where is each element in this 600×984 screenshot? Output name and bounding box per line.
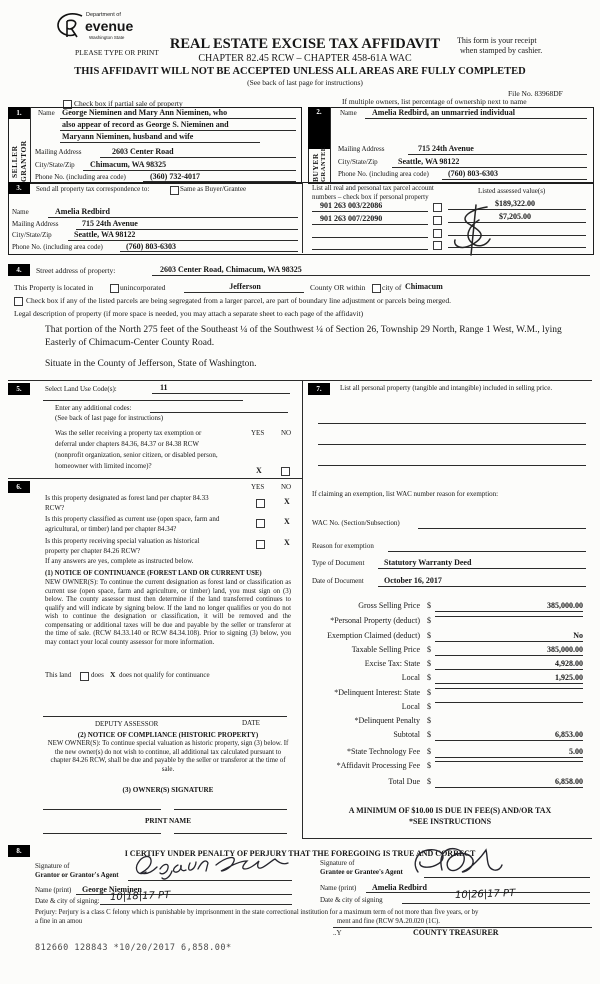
grantor-side-label: GRANTOR xyxy=(19,140,28,182)
wac-no-line[interactable] xyxy=(418,528,586,529)
dollar-sign: $ xyxy=(427,616,431,625)
section8-number: 8. xyxy=(8,845,30,857)
money-value[interactable]: 6,858.00 xyxy=(435,777,583,788)
q3-line2: property per chapter 84.26 RCW? xyxy=(45,547,141,555)
county-value[interactable]: Jefferson xyxy=(229,282,261,291)
dollar-sign: $ xyxy=(427,716,431,725)
wac-no-label: WAC No. (Section/Subsection) xyxy=(312,519,400,527)
parcel1-personal-checkbox[interactable] xyxy=(433,203,442,212)
seller-name-line2[interactable]: also appear of record as George S. Nieminen and xyxy=(62,120,229,129)
doc-type-value[interactable]: Statutory Warranty Deed xyxy=(384,558,472,567)
form-title: REAL ESTATE EXCISE TAX AFFIDAVIT xyxy=(169,36,441,52)
q1-yes-checkbox[interactable] xyxy=(256,499,265,508)
dollar-sign: $ xyxy=(427,777,431,786)
money-label: *Personal Property (deduct) xyxy=(330,616,420,625)
same-as-buyer-label: Same as Buyer/Grantee xyxy=(180,185,247,193)
money-row-personal xyxy=(300,616,590,629)
parcel2-personal-checkbox[interactable] xyxy=(433,216,442,225)
money-row-taxable xyxy=(300,645,590,658)
section5-yes-mark[interactable]: X xyxy=(256,466,262,475)
grantee-date-handwritten[interactable]: 10|26|17 PT xyxy=(454,887,516,902)
does-not-mark[interactable]: X xyxy=(110,670,116,679)
money-label: Exemption Claimed (deduct) xyxy=(327,631,420,640)
see-back-note: (See back of last page for instructions) xyxy=(247,78,363,87)
grantee-date-label: Date & city of signing xyxy=(320,896,383,904)
notice1-title: (1) NOTICE OF CONTINUANCE (FOREST LAND OR CURRENT USE) xyxy=(45,570,262,577)
corr-phone-label: Phone No. (including area code) xyxy=(12,243,103,251)
money-value[interactable] xyxy=(435,688,583,689)
form-subtitle: CHAPTER 82.45 RCW – CHAPTER 458-61A WAC xyxy=(198,53,412,64)
unincorporated-checkbox[interactable] xyxy=(110,284,119,293)
money-value[interactable] xyxy=(435,616,583,617)
parcel-header-2: numbers – check box if personal property xyxy=(312,193,429,201)
corr-name-label: Name xyxy=(12,208,29,216)
does-not-label: does not qualify for continuance xyxy=(119,671,210,679)
parcel3-personal-checkbox[interactable] xyxy=(433,229,442,238)
assessed-values-header: Listed assessed value(s) xyxy=(478,187,546,195)
money-label: *Affidavit Processing Fee xyxy=(336,761,420,770)
grantee-signature-of: Signature of xyxy=(320,859,355,867)
city-of-label: city of xyxy=(382,283,402,292)
warning-line: THIS AFFIDAVIT WILL NOT BE ACCEPTED UNLESS ALL AREAS ARE FULLY COMPLETED xyxy=(74,66,526,77)
correspondence-label: Send all property tax correspondence to: xyxy=(36,185,150,193)
print-name-label: PRINT NAME xyxy=(145,817,191,825)
money-row-delinq-state xyxy=(300,688,590,701)
receipt-note-1: This form is your receipt xyxy=(457,36,537,45)
right-column-bottom-rule xyxy=(302,838,592,839)
personal-property-label: List all personal property (tangible and intangible) included in selling price. xyxy=(340,384,553,392)
buyer-phone-label: Phone No. (including area code) xyxy=(338,170,429,178)
q3-line1: Is this property receiving special valuation as historical xyxy=(45,537,200,545)
logo-washington-state: Washington State xyxy=(89,35,125,40)
grantor-agent-label: Grantor or Grantor's Agent xyxy=(35,871,119,879)
section5-6-divider xyxy=(8,478,302,479)
money-label: Local xyxy=(401,673,420,682)
section5-number: 5. xyxy=(8,383,30,395)
grantee-signature[interactable] xyxy=(408,845,504,879)
reason-exemption-line[interactable] xyxy=(388,551,586,552)
grantee-side-label: GRANTEE xyxy=(320,146,327,182)
file-number: File No. 83968DF xyxy=(508,89,563,98)
seller-csz-label: City/State/Zip xyxy=(35,161,75,169)
parcel-number-2[interactable]: 901 263 007/22090 xyxy=(320,214,383,223)
buyer-phone-value[interactable]: (760) 803-6303 xyxy=(448,169,498,178)
corr-csz-label: City/State/Zip xyxy=(12,231,52,239)
revenue-swoosh-icon xyxy=(56,12,88,40)
seller-name-line3[interactable]: Maryann Nieminen, husband and wife xyxy=(62,132,194,141)
doc-type-label: Type of Document xyxy=(312,559,365,567)
money-label: *Delinquent Interest: State xyxy=(334,688,420,697)
buyer-mailing-value[interactable]: 715 24th Avenue xyxy=(418,144,474,153)
see-instructions-note: *SEE INSTRUCTIONS xyxy=(408,817,492,826)
money-row-total-due xyxy=(300,777,590,790)
owners-signature-label: (3) OWNER(S) SIGNATURE xyxy=(122,786,214,794)
parcel-number-1[interactable]: 901 263 003/22086 xyxy=(320,201,383,210)
grantee-name-label: Name (print) xyxy=(320,884,357,892)
assessed-value-2[interactable]: $7,205.00 xyxy=(499,212,531,221)
money-row-gross xyxy=(300,601,590,614)
dollar-sign: $ xyxy=(427,688,431,697)
corr-phone-value[interactable]: (760) 803-6303 xyxy=(126,242,176,251)
money-row-processing-fee xyxy=(300,761,590,774)
money-label: *State Technology Fee xyxy=(346,747,420,756)
seller-name-line1[interactable]: George Nieminen and Mary Ann Nieminen, who xyxy=(62,108,228,117)
section6-no-header: NO xyxy=(281,483,292,491)
perjury-text-line2-right: ment and fine (RCW 9A.20.020 (1C). xyxy=(337,918,440,925)
grantor-signature[interactable] xyxy=(132,852,290,882)
certify-statement: I CERTIFY UNDER PENALTY OF PERJURY THAT THE FOREGOING IS TRUE AND CORRECT xyxy=(124,849,476,858)
parcel-header-1: List all real and personal tax parcel account xyxy=(312,184,434,192)
money-value[interactable]: 385,000.00 xyxy=(435,645,583,656)
money-row-subtotal xyxy=(300,730,590,743)
section4-number: 4. xyxy=(8,264,30,276)
money-label: Subtotal xyxy=(393,730,420,739)
section7-number: 7. xyxy=(308,383,330,395)
corr-mailing-label: Mailing Address xyxy=(12,220,59,228)
owner-printname-line-1[interactable] xyxy=(43,833,161,834)
seller-side-label: SELLER xyxy=(10,145,19,178)
owner-signature-line-2[interactable] xyxy=(174,809,287,810)
exemption-q-line1: Was the seller receiving a property tax exemption or xyxy=(55,429,202,437)
unincorporated-label: unincorporated xyxy=(120,283,166,292)
exemption-wac-note: If claiming an exemption, list WAC number reason for exemption: xyxy=(312,490,499,498)
section3-number: 3. xyxy=(8,182,30,194)
section2-number: 2. xyxy=(316,108,322,116)
obscured-y-fragment: ..Y xyxy=(333,929,342,937)
money-value[interactable]: 5.00 xyxy=(435,747,583,758)
notice2-title: (2) NOTICE OF COMPLIANCE (HISTORIC PROPERTY) xyxy=(77,731,259,739)
money-value[interactable]: 1,925.00 xyxy=(435,673,583,684)
land-use-label: Select Land Use Code(s): xyxy=(45,385,117,393)
grantor-signature-of: Signature of xyxy=(35,862,70,870)
legal-description-text: That portion of the North 275 feet of the Southeast ¼ of the Southwest ¼ of Section 26, Township 29 North, Range 1 West, W.M., lying Easterly of Chimacum-Center County Road. xyxy=(45,325,562,348)
money-label: Total Due xyxy=(388,777,420,786)
buyer-csz-value[interactable]: Seattle, WA 98122 xyxy=(398,157,460,166)
personal-property-line-1[interactable] xyxy=(318,423,586,424)
cashier-stamp: 812660 128843 *10/20/2017 6,858.00* xyxy=(35,943,232,953)
seller-mailing-label: Mailing Address xyxy=(35,148,82,156)
section5-no-checkbox[interactable] xyxy=(281,467,290,476)
does-label: does xyxy=(91,671,104,679)
see-back-instructions: (See back of last page for instructions) xyxy=(55,414,164,422)
q3-no-mark[interactable]: X xyxy=(284,538,290,547)
money-value[interactable]: 4,928.00 xyxy=(435,659,583,670)
street-address-label: Street address of property: xyxy=(36,266,116,275)
section6-yes-header: YES xyxy=(251,483,265,491)
dollar-sign: $ xyxy=(427,631,431,640)
section5-no-header: NO xyxy=(281,429,292,437)
money-value[interactable] xyxy=(435,761,583,762)
handwritten-sc-scribble xyxy=(447,204,503,256)
q1-line2: RCW? xyxy=(45,504,65,512)
grantee-name-value[interactable]: Amelia Redbird xyxy=(372,883,427,892)
q2-yes-checkbox[interactable] xyxy=(256,519,265,528)
land-does-checkbox[interactable] xyxy=(80,672,89,681)
grantee-signature-line[interactable] xyxy=(424,877,590,878)
money-row-excise-local xyxy=(300,673,590,686)
dollar-sign: $ xyxy=(427,601,431,610)
grantor-signature-line[interactable] xyxy=(128,880,292,881)
buyer-name-value[interactable]: Amelia Redbird, an unmarried individual xyxy=(372,108,515,117)
deputy-assessor-label: DEPUTY ASSESSOR xyxy=(95,720,159,728)
additional-codes-label: Enter any additional codes: xyxy=(55,404,132,412)
grantor-date-handwritten[interactable]: 10|18|17 PT xyxy=(109,889,171,904)
owner-signature-line-1[interactable] xyxy=(43,809,161,810)
county-treasurer-label: COUNTY TREASURER xyxy=(413,928,499,937)
city-value[interactable]: Chimacum xyxy=(405,282,443,291)
q2-line2: agricultural, or timber) land per chapter 84.34? xyxy=(45,525,177,533)
money-value[interactable]: 6,853.00 xyxy=(435,730,583,741)
money-label: Gross Selling Price xyxy=(358,601,420,610)
logo-department-of: Department of xyxy=(86,12,121,18)
situate-text: Situate in the County of Jefferson, State of Washington. xyxy=(45,359,257,369)
personal-property-line-3[interactable] xyxy=(318,465,586,466)
money-row-penalty xyxy=(300,716,590,729)
receipt-note-2: when stamped by cashier. xyxy=(460,46,543,55)
land-use-value[interactable]: 11 xyxy=(160,383,168,392)
buyer-csz-label: City/State/Zip xyxy=(338,158,378,166)
reason-exemption-label: Reason for exemption xyxy=(312,542,374,550)
notice1-body: NEW OWNER(S): To continue the current designation as forest land or classification as current use (open space, farm and agriculture, or timber) land, you must sign on (3) below. The county assessor must then determine if the land transferred continues to qualify and will indicate by signing below. If the land no longer qualifies or you do not wish to continue the designation or classification, it will be removed and the compensating or additional taxes will be due and payable by the seller or transferor at the time of sale. (RCW 84.33.140 or RCW 84.34.108). Prior to signing (3) below, you may contact your local county assessor for more information. xyxy=(45,579,291,646)
dollar-sign: $ xyxy=(427,761,431,770)
money-label: Taxable Selling Price xyxy=(351,645,420,654)
same-as-buyer-checkbox[interactable] xyxy=(170,186,179,195)
buyer-side-divider xyxy=(330,107,331,182)
seller-mailing-value[interactable]: 2603 Center Road xyxy=(112,147,174,156)
buyer-name-label: Name xyxy=(340,109,357,117)
exemption-q-line4: homeowner with limited income)? xyxy=(55,462,152,470)
seller-phone-label: Phone No. (including area code) xyxy=(35,173,126,181)
assessed-value-1[interactable]: $189,322.00 xyxy=(495,199,535,208)
section1-number: 1. xyxy=(8,107,30,119)
grantee-agent-label: Grantee or Grantee's Agent xyxy=(320,868,403,876)
doc-date-value[interactable]: October 16, 2017 xyxy=(384,576,442,585)
seller-csz-value[interactable]: Chimacum, WA 98325 xyxy=(90,160,167,169)
money-row-excise-state xyxy=(300,659,590,672)
deputy-assessor-line[interactable] xyxy=(43,716,287,717)
corr-csz-value[interactable]: Seattle, WA 98122 xyxy=(74,230,136,239)
money-value[interactable] xyxy=(435,702,583,703)
exemption-q-line2: deferral under chapters 84.36, 84.37 or 84.38 RCW xyxy=(55,440,200,448)
this-land-label: This land xyxy=(45,671,72,679)
partial-sale-label: Check box if partial sale of property xyxy=(74,99,183,108)
grantor-name-label: Name (print) xyxy=(35,886,72,894)
dollar-sign: $ xyxy=(427,730,431,739)
grantor-date-label: Date & city of signing: xyxy=(35,897,100,905)
county-or-within-label: County OR within xyxy=(310,283,366,292)
minimum-due-note: A MINIMUM OF $10.00 IS DUE IN FEE(S) AND/OR TAX xyxy=(348,806,552,815)
dollar-sign: $ xyxy=(427,702,431,711)
money-label: *Delinquent Penalty xyxy=(354,716,420,725)
dollar-sign: $ xyxy=(427,673,431,682)
seller-name-label: Name xyxy=(38,109,55,117)
notice2-body: NEW OWNER(S): To continue special valuation as historic property, sign (3) below. If the new owner(s) do not wish to continue, all additional tax calculated pursuant to chapter 84.26 RCW, shall be due and payable by the seller or transferor at the time of sale. xyxy=(47,740,289,773)
located-in-label: This Property is located in xyxy=(14,283,94,292)
perjury-text-line1: Perjury: Perjury is a class C felony which is punishable by imprisonment in the state correctional institution for a maximum term of not more than five years, or by xyxy=(35,909,479,916)
dollar-sign: $ xyxy=(427,747,431,756)
dollar-sign: $ xyxy=(427,645,431,654)
buyer-mailing-label: Mailing Address xyxy=(338,145,385,153)
dollar-sign: $ xyxy=(427,659,431,668)
street-address-value[interactable]: 2603 Center Road, Chimacum, WA 98325 xyxy=(160,265,302,274)
q1-no-mark[interactable]: X xyxy=(284,497,290,506)
multiple-owners-note: If multiple owners, list percentage of ownership next to name xyxy=(342,97,527,106)
q2-line1: Is this property classified as current use (open space, farm and xyxy=(45,515,220,523)
buyer-side-label: BUYER xyxy=(311,153,320,182)
seller-phone-value[interactable]: (360) 732-4017 xyxy=(150,172,200,181)
if-yes-note: If any answers are yes, complete as instructed below. xyxy=(45,557,194,565)
section3-divider xyxy=(302,182,303,253)
owner-printname-line-2[interactable] xyxy=(174,833,287,834)
corr-mailing-value[interactable]: 715 24th Avenue xyxy=(82,219,138,228)
parcel4-personal-checkbox[interactable] xyxy=(433,241,442,250)
legal-description-label: Legal description of property (if more space is needed, you may attach a separate sheet to each page of the affidavit) xyxy=(14,309,364,318)
section6-number: 6. xyxy=(8,481,30,493)
city-checkbox[interactable] xyxy=(372,284,381,293)
logo-revenue-text: evenue xyxy=(85,18,134,34)
please-type-or-print: PLEASE TYPE OR PRINT xyxy=(75,48,159,57)
money-value[interactable]: No xyxy=(435,631,583,642)
section5-yes-header: YES xyxy=(251,429,265,437)
money-label: Local xyxy=(401,702,420,711)
personal-property-line-2[interactable] xyxy=(318,444,586,445)
money-row-exemption xyxy=(300,631,590,644)
money-row-delinq-local xyxy=(300,702,590,715)
corr-name-value[interactable]: Amelia Redbird xyxy=(55,207,110,216)
money-value[interactable]: 385,000.00 xyxy=(435,601,583,612)
exemption-q-line3: (nonprofit organization, senior citizen, or disabled person, xyxy=(55,451,218,459)
segregated-checkbox[interactable] xyxy=(14,297,23,306)
money-label: Excise Tax: State xyxy=(364,659,420,668)
mid-top-rule xyxy=(8,380,592,381)
grantor-name-value[interactable]: George Nieminen xyxy=(82,885,142,894)
segregated-label: Check box if any of the listed parcels are being segregated from a larger parcel, are part of boundary line adjustment or parcels being merged. xyxy=(26,296,451,305)
q3-yes-checkbox[interactable] xyxy=(256,540,265,549)
deputy-date-label: DATE xyxy=(242,719,260,727)
seller-side-divider xyxy=(30,107,31,182)
doc-date-label: Date of Document xyxy=(312,577,364,585)
money-row-tech-fee xyxy=(300,747,590,760)
perjury-text-line2-left: a fine in an amou xyxy=(35,918,83,925)
q1-line1: Is this property designated as forest land per chapter 84.33 xyxy=(45,494,209,502)
q2-no-mark[interactable]: X xyxy=(284,517,290,526)
